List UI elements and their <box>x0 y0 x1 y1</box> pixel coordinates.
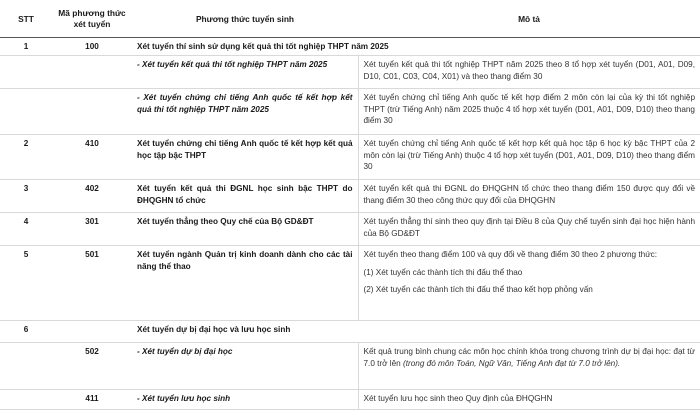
sub-method: - Xét tuyển chứng chỉ tiếng Anh quốc tế kết hợp kết quả thi tốt nghiệp THPT năm 2025 <box>132 89 358 135</box>
row-method: Xét tuyển ngành Quản trị kinh doanh dành cho các tài năng thể thao <box>132 246 358 321</box>
row-code: 501 <box>52 246 132 321</box>
row-description <box>358 246 700 321</box>
row-method: Xét tuyển chứng chỉ tiếng Anh quốc tế kết hợp kết quả học tập bậc THPT <box>132 135 358 180</box>
row-description: Xét tuyển kết quả thi ĐGNL do ĐHQGHN tổ chức theo thang điểm 150 được quy đổi về thang điểm 30 theo công thức quy đổi của ĐHQGHN <box>358 180 700 213</box>
sub-description: Xét tuyển kết quả thi tốt nghiệp THPT năm 2025 theo 8 tổ hợp xét tuyển (D01, A01, D09, D10, C01, C03, C04, X01) và theo thang điểm 30 <box>358 56 700 89</box>
sub-method: - Xét tuyển dự bị đại học <box>132 343 358 390</box>
row-stt: 2 <box>0 135 52 180</box>
table-row <box>0 246 700 321</box>
header-code: Mã phương thức xét tuyển <box>52 0 132 38</box>
row-stt: 6 <box>0 321 52 343</box>
table-row <box>0 213 700 246</box>
table-row <box>0 56 700 89</box>
row-title: Xét tuyển dự bị đại học và lưu học sinh <box>132 321 700 343</box>
description-option-1: (1) Xét tuyển các thành tích thi đấu thể thao <box>363 267 523 277</box>
row-title: Xét tuyển thí sinh sử dụng kết quả thi tốt nghiệp THPT năm 2025 <box>132 38 700 56</box>
row-code: 411 <box>52 390 132 410</box>
row-description: Xét tuyển chứng chỉ tiếng Anh quốc tế kết hợp kết quả học tập 6 học kỳ bậc THPT của 2 môn còn lại (trừ Tiếng Anh) thuộc 4 tổ hợp xét tuyển (D01, A01, D09, D10) theo thang điểm 30 <box>358 135 700 180</box>
row-description: Xét tuyển thẳng thí sinh theo quy định tại Điều 8 của Quy chế tuyển sinh đại học hiện hành của Bộ GD&ĐT <box>358 213 700 246</box>
table-row <box>0 89 700 135</box>
table-row <box>0 390 700 410</box>
row-code: 402 <box>52 180 132 213</box>
row-code: 410 <box>52 135 132 180</box>
table-row <box>0 180 700 213</box>
description-option-2: (2) Xét tuyển các thành tích thi đấu thể thao kết hợp phỏng vấn <box>363 285 593 294</box>
sub-method: - Xét tuyển lưu học sinh <box>132 390 358 410</box>
sub-description: Xét tuyển chứng chỉ tiếng Anh quốc tế kết hợp điểm 2 môn còn lại của kỳ thi tốt nghiệp THPT (trừ Tiếng Anh) năm 2025 thuộc 4 tổ hợp xét tuyển (D01, A01, D09, D10) theo thang điểm 30 <box>358 89 700 135</box>
sub-method: - Xét tuyển kết quả thi tốt nghiệp THPT năm 2025 <box>132 56 358 89</box>
row-code: 100 <box>52 38 132 56</box>
sub-description-note: (trong đó môn Toán, Ngữ Văn, Tiếng Anh đạt từ 7.0 trở lên). <box>403 358 621 368</box>
row-stt: 1 <box>0 38 52 56</box>
header-description: Mô tả <box>358 0 700 38</box>
table-row <box>0 38 700 56</box>
table-header-row <box>0 0 700 38</box>
sub-description: Xét tuyển lưu học sinh theo Quy định của ĐHQGHN <box>358 390 700 410</box>
row-method: Xét tuyển kết quả thi ĐGNL học sinh bậc THPT do ĐHQGHN tổ chức <box>132 180 358 213</box>
row-code: 502 <box>52 343 132 390</box>
row-method: Xét tuyển thẳng theo Quy chế của Bộ GD&ĐT <box>132 213 358 246</box>
table-row <box>0 135 700 180</box>
sub-description-text: Kết quả trung bình chung các môn học chính khóa trong chương trình dự bị đại học: đạt từ 7.0 trở lên <box>363 347 695 368</box>
table-row <box>0 343 700 390</box>
header-method: Phương thức tuyển sinh <box>132 0 358 38</box>
table-row <box>0 321 700 343</box>
row-stt: 4 <box>0 213 52 246</box>
description-intro: Xét tuyển theo thang điểm 100 và quy đổi về thang điểm 30 theo 2 phương thức: <box>363 250 658 259</box>
row-stt: 5 <box>0 246 52 321</box>
row-stt: 3 <box>0 180 52 213</box>
sub-description <box>358 343 700 390</box>
row-code: 301 <box>52 213 132 246</box>
header-stt: STT <box>0 0 52 38</box>
